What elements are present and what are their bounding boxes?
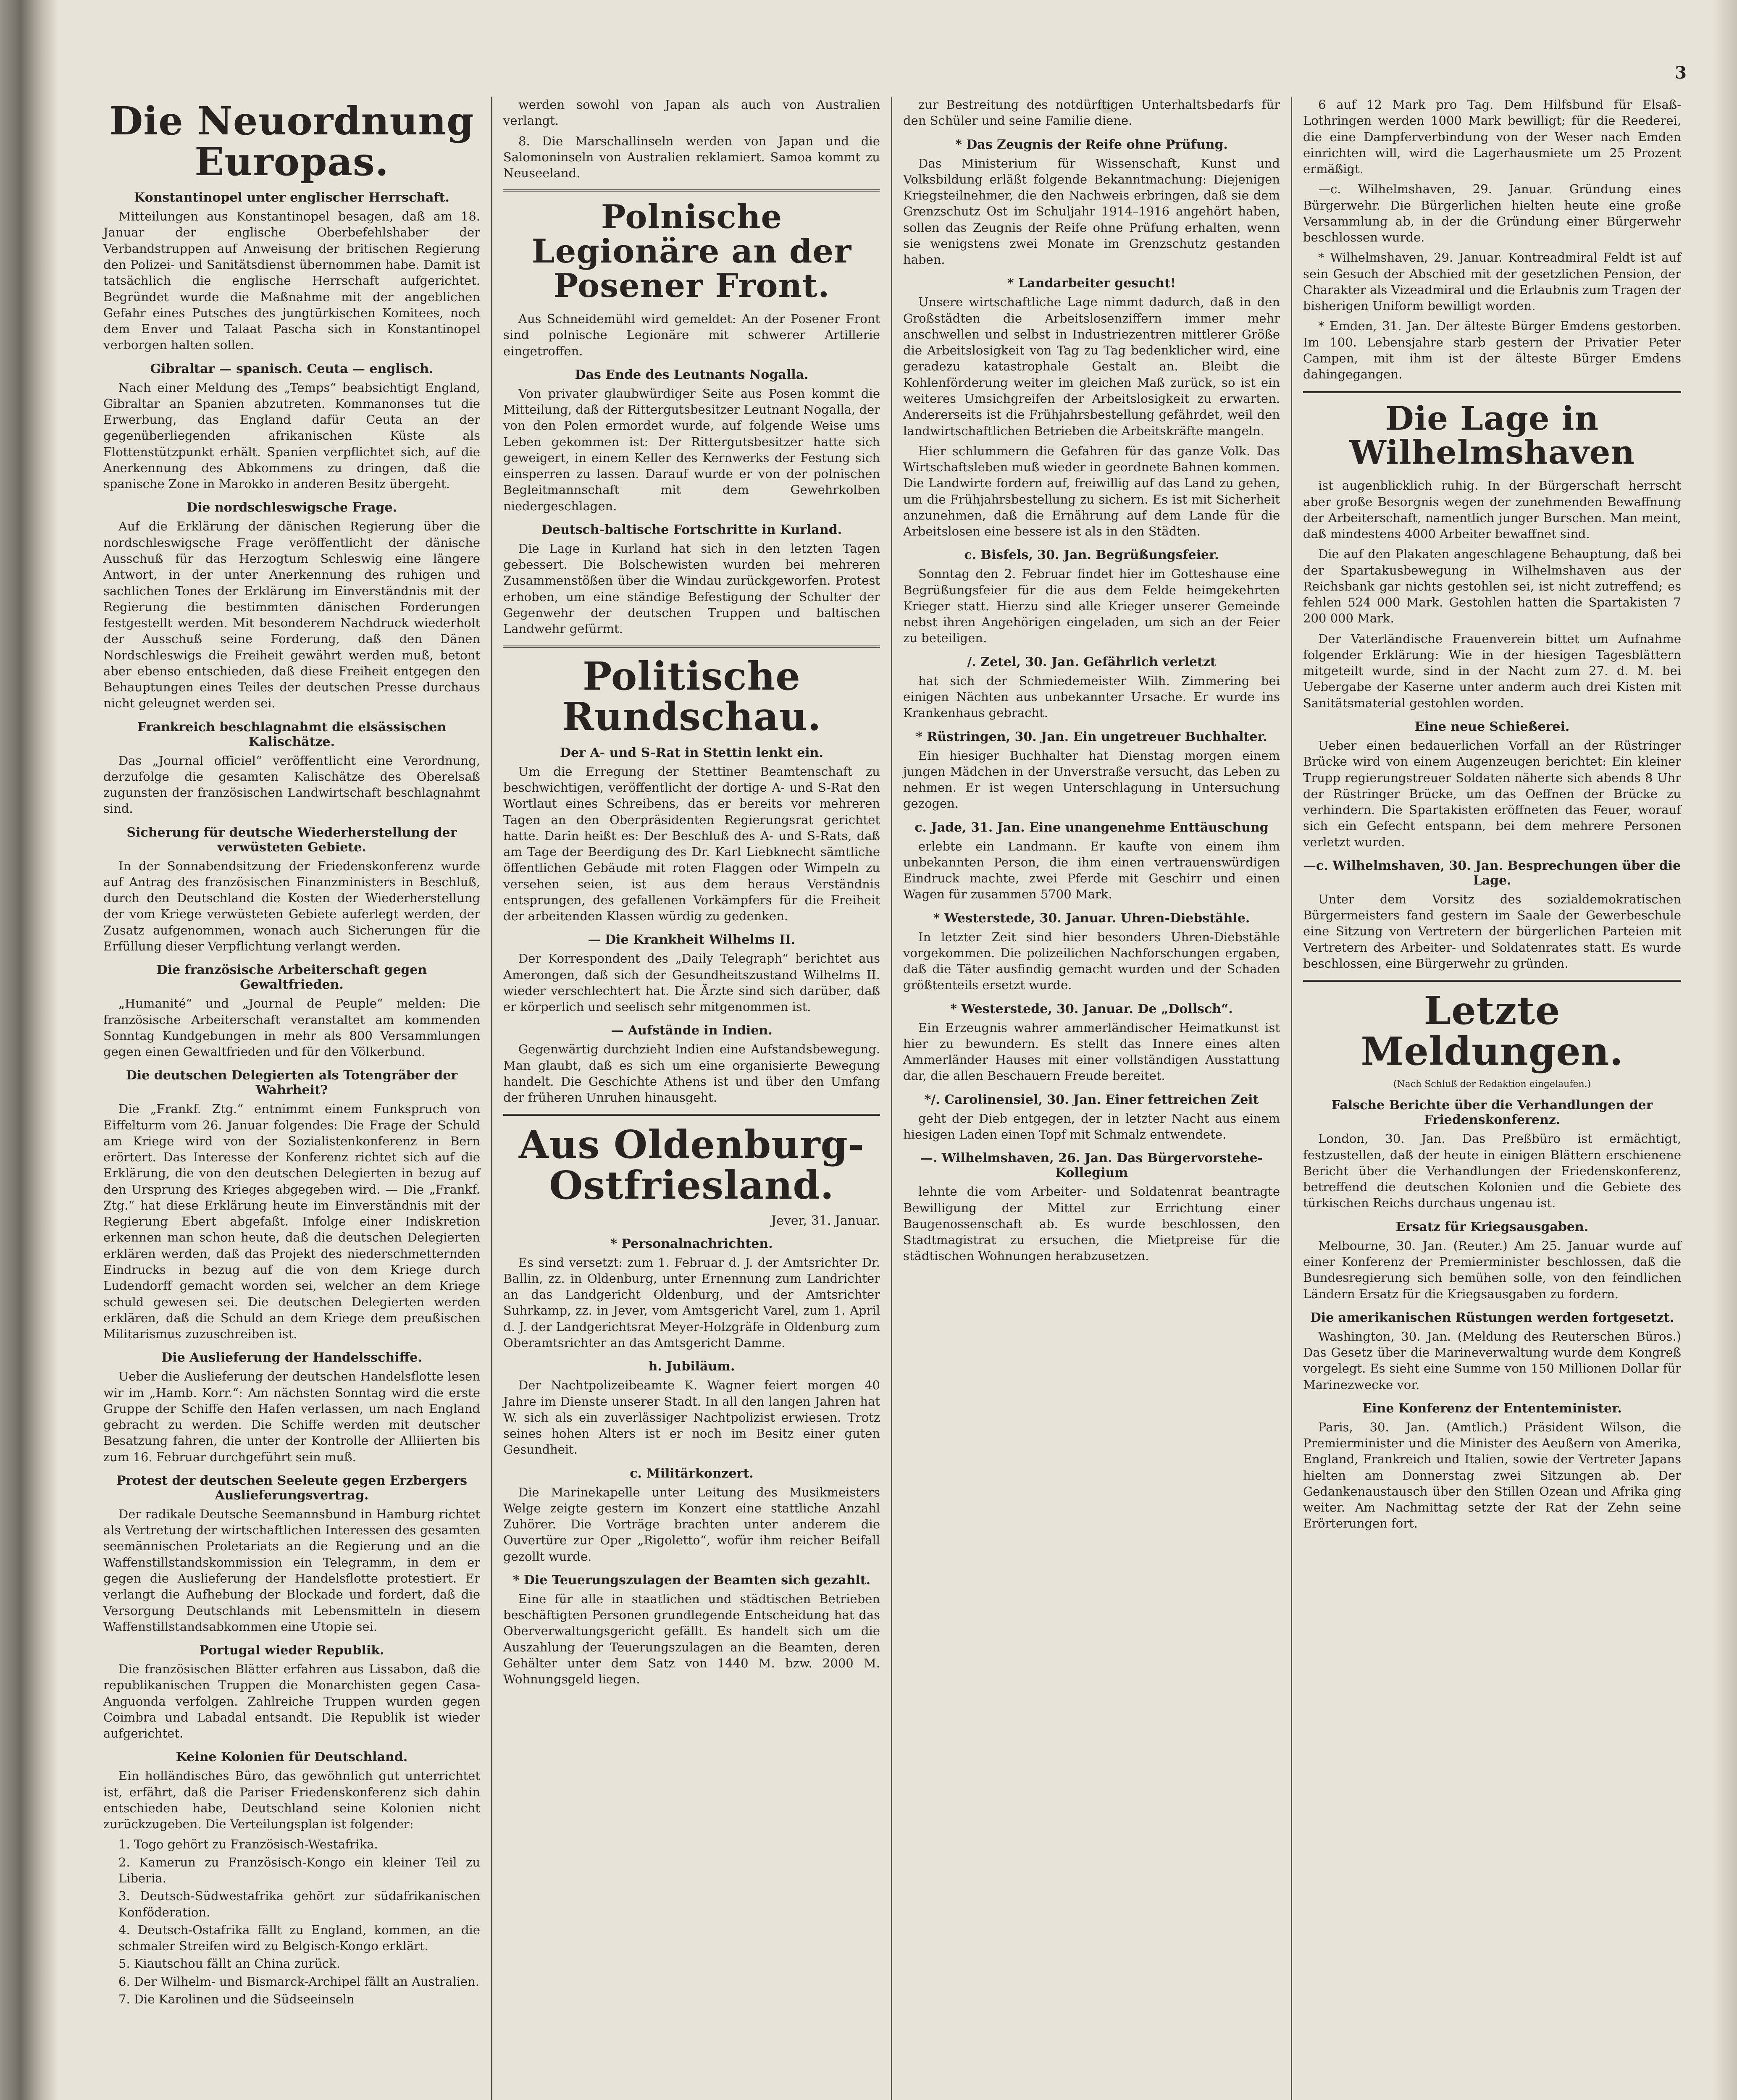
- article-text: geht der Dieb entgegen, der in letzter Nacht aus einem hiesigen Laden einen Topf mit Schmalz entwendete.: [903, 1111, 1280, 1142]
- article-text: Mitteilungen aus Konstantinopel besagen, daß am 18. Januar der englische Oberbefehlshaber der Verbandstruppen auf Anweisung der britischen Regierung den Polizei- und Sanitätsdienst übernommen habe. Damit ist tatsächlich die englische Herrschaft aufgerichtet. Begründet wurde die Maßnahme mit der angeblichen Gefahr eines Putsches des jungtürkischen Komitees, noch dem Enver und Talaat Pascha sich in Konstantinopel verborgen halten sollen.: [103, 209, 480, 352]
- article-text: Unsere wirtschaftliche Lage nimmt dadurch, daß in den Großstädten die Arbeitslosenziffern immer mehr anschwellen und selbst in Industriezentren mittlerer Größe die Arbeitslosigkeit von Tag zu Tag bedenklicher wird, eine geradezu katastrophale Gestalt an. Bleibt die Kohlenförderung weiter im gleichen Maß zurück, so ist ein weiteres Umsichgreifen der Arbeitslosigkeit zu erwarten. Andererseits ist die Frühjahrsbestellung gefährdet, weil den landwirtschaftlichen Betrieben die Arbeitskräfte mangeln.: [903, 295, 1280, 438]
- column-4: [1292, 97, 1692, 2100]
- article-text: Der Korrespondent des „Daily Telegraph“ berichtet aus Amerongen, daß sich der Gesundheitszustand Wilhelms II. wieder verschlechtert hat. Die Ärzte sind sich darüber, daß er körperlich und seelisch sehr mitgenommen ist.: [503, 951, 880, 1014]
- subhead: /. Zetel, 30. Jan. Gefährlich verletzt: [967, 654, 1216, 669]
- subhead: * Westerstede, 30. Januar. Uhren-Diebstähle.: [933, 911, 1250, 926]
- article-text: erlebte ein Landmann. Er kaufte von einem ihm unbekannten Person, die ihm einen vertrauenswürdigen Eindruck machte, zwei Pferde mit Geschirr und einen Wagen für zusammen 5700 Mark.: [903, 839, 1280, 902]
- article-text: Der radikale Deutsche Seemannsbund in Hamburg richtet als Vertretung der wirtschaftlichen Interessen des gesamten seemännischen Proletariats an die Regierung und an die Waffenstillstandskommission ein Telegramm, in dem er gegen die Auslieferung der Handelsflotte protestiert. Er verlangt die Aufhebung der Blockade und fordert, daß die Versorgung Deutschlands mit Lebensmitteln in diesem Waffenstillstandsabkommen eine Utopie sei.: [103, 1507, 480, 1634]
- headline-lage-wilhelmshaven: Die Lage in Wilhelmshaven: [1349, 399, 1635, 472]
- subhead: * Landarbeiter gesucht!: [1007, 276, 1176, 291]
- article-text: Die Marinekapelle unter Leitung des Musikmeisters Welge zeigte gestern im Konzert eine stattliche Anzahl Zuhörer. Die Vorträge brachten unter anderem die Ouvertüre zur Oper „Rigoletto“, wofür ihm reicher Beifall gezollt wurde.: [503, 1485, 880, 1564]
- section-rule: [503, 646, 880, 648]
- article-text: Gegenwärtig durchzieht Indien eine Aufstandsbewegung. Man glaubt, daß es sich um eine organisierte Bewegung handelt. Die Geschichte Athens ist und über den Umfang der früheren Unruhen hinausgeht.: [503, 1042, 880, 1105]
- subhead: — Die Krankheit Wilhelms II.: [588, 932, 796, 948]
- article-text: In der Sonnabendsitzung der Friedenskonferenz wurde auf Antrag des französischen Finanzministers in Beschluß, durch den Deutschland die Kosten der Wiederherstellung der vom Kriege verwüsteten Gebiete auferlegt werden, der Zusatz aufgenommen, wonach auch Sicherungen für die Erfüllung dieser Verpflichtung verlangt werden.: [103, 858, 480, 954]
- article-text: London, 30. Jan. Das Preßbüro ist ermächtigt, festzustellen, daß der heute in einigen Blättern erschienene Bericht über die Verhandlungen der Friedenskonferenz, betreffend die deutschen Kolonien und die Gebiete des türkischen Reichs durchaus ungenau ist.: [1303, 1131, 1681, 1210]
- subhead: Ersatz für Kriegsausgaben.: [1395, 1219, 1589, 1234]
- article-text: Washington, 30. Jan. (Meldung des Reuterschen Büros.) Das Gesetz über die Marineverwaltung wurde dem Kongreß vorgelegt. Es sieht eine Summe von 150 Millionen Dollar für Marinezwecke vor.: [1303, 1329, 1681, 1392]
- page-number: 3: [1675, 63, 1687, 83]
- headline-polnische-legionaere: Polnische Legionäre an der Posener Front.: [531, 198, 852, 305]
- list-item: 6. Der Wilhelm- und Bismarck-Archipel fällt an Australien.: [118, 1974, 479, 1989]
- subhead: Konstantinopel unter englischer Herrschaft.: [134, 190, 449, 205]
- newspaper-page: [92, 97, 1693, 2100]
- article-text: Ein holländisches Büro, das gewöhnlich gut unterrichtet ist, erfährt, daß die Pariser Friedenskonferenz sich dahin entschieden habe, Deutschland seine Kolonien nicht zurückzugeben. Die Verteilungsplan ist folgender:: [103, 1769, 480, 1832]
- article-text: Ein Erzeugnis wahrer ammerländischer Heimatkunst ist hier zu bewundern. Es stellt das Innere eines alten Ammerländer Hauses mit einer vollständigen Ausstattung dar, die allen Beschauern Freude bereitet.: [903, 1020, 1280, 1083]
- article-text: In letzter Zeit sind hier besonders Uhren-Diebstähle vorgekommen. Die polizeilichen Nachforschungen ergaben, daß die Täter ausfindig gemacht wurden und der Schaden größtenteils ersetzt wurde.: [903, 929, 1280, 992]
- scan-right-edge: [1712, 0, 1737, 2100]
- subhead: Die deutschen Delegierten als Totengräber der Wahrheit?: [126, 1068, 458, 1098]
- subhead: c. Jade, 31. Jan. Eine unangenehme Enttäuschung: [914, 820, 1269, 835]
- headline-neuordnung: Die Neuordnung Europas.: [109, 98, 474, 184]
- article-text: Es sind versetzt: zum 1. Februar d. J. der Amtsrichter Dr. Ballin, zz. in Oldenburg, unter Ernennung zum Landrichter an das Landgericht Oldenburg, und der Amtsrichter Suhrkamp, zz. in Jever, vom Amtsgericht Varel, zum 1. April d. J. der Landgerichtsrat Meyer-Holzgräfe in Oldenburg zum Oberamtsrichter an das Amtsgericht Damme.: [503, 1255, 880, 1350]
- list-item: 2. Kamerun zu Französisch-Kongo ein kleiner Teil zu Liberia.: [118, 1855, 480, 1885]
- article-text: Die „Frankf. Ztg.“ entnimmt einem Funkspruch von Eiffelturm vom 26. Januar folgendes: Die Frage der Schuld am Kriege wird von der Sozialistenkonferenz in Bern erörtert. Das Interesse der Konferenz richtet sich auf die Erklärung, die von den deutschen Delegierten in bezug auf den Ursprung des Krieges abgegeben wird. — Die „Frankf. Ztg.“ hat diese Erklärung heute im Einverständnis mit der Regierung Ebert abgefaßt. Infolge einer Indiskretion erkennen man schon heute, daß die deutschen Delegierten erklären werden, daß das Projekt des niederschmetternden Eindrucks in bezug auf die von dem Kriege durch Ludendorff gemacht worden sei, welcher an dem Kriege schuld gewesen sei. Die deutschen Delegierten werden erklären, daß die Schuld an dem Kriege dem preußischen Militarismus zuzuschreiben ist.: [103, 1102, 480, 1341]
- subhead: —c. Wilhelmshaven, 30. Jan. Besprechungen über die Lage.: [1303, 858, 1681, 888]
- article-text: Melbourne, 30. Jan. (Reuter.) Am 25. Januar wurde auf einer Konferenz der Premierminister beschlossen, daß die Bundesregierung sich bemühen solle, von den feindlichen Ländern Ersatz für die Kriegsausgaben zu fordern.: [1303, 1238, 1681, 1301]
- article-text: lehnte die vom Arbeiter- und Soldatenrat beantragte Bewilligung der Mittel zur Errichtung einer Baugenossenschaft ab. Es wurde beschlossen, den Stadtmagistrat zu ersuchen, die Mietpreise für die städtischen Wohnungen herabzusetzen.: [903, 1184, 1280, 1263]
- section-rule: [503, 1114, 880, 1116]
- subhead: * Die Teuerungszulagen der Beamten sich gezahlt.: [512, 1572, 871, 1588]
- editorial-note: (Nach Schluß der Redaktion eingelaufen.): [1393, 1079, 1591, 1090]
- subhead: Frankreich beschlagnahmt die elsässischen Kalischätze.: [137, 719, 447, 749]
- list-item: 1. Togo gehört zu Französisch-Westafrika.: [118, 1837, 378, 1852]
- subhead: Der A- und S-Rat in Stettin lenkt ein.: [560, 745, 823, 760]
- subhead: * Das Zeugnis der Reife ohne Prüfung.: [955, 137, 1228, 152]
- article-text: * Wilhelmshaven, 29. Januar. Kontreadmiral Feldt ist auf sein Gesuch der Abschied mit der gesetzlichen Pension, der Charakter als Vizeadmiral und die Erlaubnis zum Tragen der bisherigen Uniform bewilligt worden.: [1303, 250, 1681, 313]
- column-2: [492, 97, 892, 2100]
- section-rule: [503, 189, 880, 192]
- subhead: Deutsch-baltische Fortschritte in Kurland.: [541, 522, 842, 537]
- article-text: „Humanité“ und „Journal de Peuple“ melden: Die französische Arbeiterschaft veranstaltet am kommenden Sonntag Kundgebungen in mehr als 800 Versammlungen gegen einen Gewaltfrieden und für den Völkerbund.: [103, 996, 480, 1059]
- subhead: Eine neue Schießerei.: [1414, 719, 1570, 735]
- article-text: Das Ministerium für Wissenschaft, Kunst und Volksbildung erläßt folgende Bekanntmachung: Diejenigen Kriegsteilnehmer, die den Nachweis erbringen, daß sie dem Grenzschutz Ost im Schuljahr 1914–1916 angehört haben, sollen das Zeugnis der Reife ohne Prüfung erhalten, wenn sie wenigstens zwei Monate im Grenzschutz gestanden haben.: [903, 156, 1280, 267]
- subhead: Falsche Berichte über die Verhandlungen der Friedenskonferenz.: [1331, 1098, 1653, 1128]
- headline-oldenburg-ostfriesland: Aus Oldenburg-Ostfriesland.: [518, 1122, 865, 1208]
- subhead: — Aufstände in Indien.: [611, 1023, 773, 1038]
- headline-letzte-meldungen: Letzte Meldungen.: [1361, 988, 1624, 1074]
- article-text: Die auf den Plakaten angeschlagene Behauptung, daß bei der Spartakusbewegung in Wilhelmshaven aus der Reichsbank gar nichts gestohlen sei, ist nicht zutreffend; es fehlen 524 000 Mark. Gestohlen hatten die Spartakisten 7 200 000 Mark.: [1303, 547, 1681, 626]
- subhead: Eine Konferenz der Ententeminister.: [1362, 1401, 1622, 1416]
- subhead: * Westerstede, 30. Januar. De „Dollsch“.: [950, 1001, 1233, 1016]
- subhead: * Rüstringen, 30. Jan. Ein ungetreuer Buchhalter.: [916, 729, 1267, 744]
- article-text: Paris, 30. Jan. (Amtlich.) Präsident Wilson, die Premierminister und die Minister des Aeußern von Amerika, England, Frankreich und Italien, sowie der Vertreter Japans hielten am Donnerstag zwei Sitzungen ab. Der Gedankenaustausch über den Stillen Ozean und Afrika ging weiter. Am Nachmittag setzte der Rat der Zehn seine Erörterungen fort.: [1303, 1420, 1681, 1531]
- article-text: Um die Erregung der Stettiner Beamtenschaft zu beschwichtigen, veröffentlicht der dortige A- und S-Rat den Wortlaut eines Schreibens, das er bereits vor mehreren Tagen an den Oberpräsidenten Regierungsrat gerichtet hatte. Darin heißt es: Der Beschluß des A- und S-Rats, daß am Tage der Beerdigung des Dr. Karl Liebknecht sämtliche öffentlichen Gebäude mit roten Flaggen oder Wimpeln zu versehen seien, ist aus dem heraus Verständnis entsprungen, des gefallenen Vorkämpfers für die Freiheit der arbeitenden Klassen würdig zu gedenken.: [503, 764, 880, 924]
- colony-list: [103, 1836, 480, 2007]
- article-text: Ueber die Auslieferung der deutschen Handelsflotte lesen wir im „Hamb. Korr.“: Am nächsten Sonntag wird die erste Gruppe der Schiffe den Hafen verlassen, um nach England gebracht zu werden. Die Schiffe werden mit deutscher Besatzung fahren, die unter der Kontrolle der Alliierten bis zum 16. Februar durchgeführt sein muß.: [103, 1369, 480, 1464]
- subhead: h. Jubiläum.: [648, 1359, 735, 1374]
- article-text: ist augenblicklich ruhig. In der Bürgerschaft herrscht aber große Besorgnis wegen der zunehmenden Bewaffnung der Arbeiterschaft, namentlich junger Burschen. Man meint, daß mindestens 4000 Arbeiter bewaffnet sind.: [1303, 478, 1681, 541]
- article-text: Aus Schneidemühl wird gemeldet: An der Posener Front sind polnische Legionäre mit schwerer Artillerie eingetroffen.: [503, 312, 880, 358]
- subhead: Die amerikanischen Rüstungen werden fortgesetzt.: [1310, 1310, 1674, 1325]
- article-text: Auf die Erklärung der dänischen Regierung über die nordschleswigsche Frage veröffentlicht der dänische Ausschuß für das Herzogtum Schleswig eine längere Antwort, in der unter Anerkennung des ruhigen und sachlichen Tones der Erklärung im Einverständnis mit der Regierung die bestimmten dänischen Forderungen festgestellt werden. Mit besonderem Nachdruck wiederholt der Ausschuß seine Forderung, daß den Dänen Nordschleswigs die Freiheit gewährt werden muß, betont aber ebenso entschieden, daß diese Freiheit entgegen den Behauptungen eines Teiles der deutschen Presse durchaus nicht geleugnet werden sei.: [103, 519, 480, 711]
- headline-politische-rundschau: Politische Rundschau.: [562, 653, 822, 740]
- subhead: Keine Kolonien für Deutschland.: [176, 1750, 408, 1765]
- subhead: Die nordschleswigsche Frage.: [186, 500, 397, 515]
- subhead: Gibraltar — spanisch. Ceuta — englisch.: [150, 361, 434, 376]
- subhead: —. Wilhelmshaven, 26. Jan. Das Bürgervorstehe-Kollegium: [920, 1151, 1263, 1181]
- article-text: Nach einer Meldung des „Temps“ beabsichtigt England, Gibraltar an Spanien abzutreten. Kommanonses tut die Erwerbung, das England dafür Ceuta an der gegenüberliegenden afrikanischen Küste als Flottenstützpunkt erhält. Spanien verpflichtet sich, auf die Anerkennung des Abkommens zu dringen, daß die spanische Zone in Marokko in anderen Besitz übergeht.: [103, 380, 480, 491]
- list-item: 5. Kiautschou fällt an China zurück.: [118, 1956, 341, 1971]
- subhead: */. Carolinensiel, 30. Jan. Einer fettreichen Zeit: [924, 1092, 1259, 1107]
- article-text: Der Nachtpolizeibeamte K. Wagner feiert morgen 40 Jahre im Dienste unserer Stadt. In all den langen Jahren hat W. sich als ein zuverlässiger Nachtpolizist erwiesen. Trotz seines hohen Alters ist er noch im Besitz einer guten Gesundheit.: [503, 1378, 880, 1457]
- column-3: [892, 97, 1292, 2100]
- article-text: hat sich der Schmiedemeister Wilh. Zimmering bei einigen Nächten aus unbekannter Ursache. Er wurde ins Krankenhaus gebracht.: [903, 673, 1280, 720]
- subhead: Das Ende des Leutnants Nogalla.: [575, 367, 809, 382]
- article-text: zur Bestreitung des notdürftigen Unterhaltsbedarfs für den Schüler und seine Familie diene.: [903, 97, 1280, 128]
- column-1: [92, 97, 492, 2100]
- article-text: Ein hiesiger Buchhalter hat Dienstag morgen einem jungen Mädchen in der Unverstraße versucht, das Leben zu nehmen. Er ist wegen Unterschlagung in Untersuchung gezogen.: [903, 748, 1280, 811]
- article-text: Ueber einen bedauerlichen Vorfall an der Rüstringer Brücke wird von einem Augenzeugen berichtet: Ein kleiner Trupp regierungstreuer Soldaten näherte sich abends 8 Uhr der Rüstringer Brücke, um das Oeffnen der Brücke zu verhindern. Die Spartakisten eröffneten das Feuer, worauf sich ein Gefecht entspann, bei dem mehrere Personen verletzt wurden.: [1303, 738, 1681, 849]
- article-text: Der Vaterländische Frauenverein bittet um Aufnahme folgender Erklärung: Wie in der hiesigen Tagesblättern mitgeteilt wurde, sind in der Nacht zum 27. d. M. bei Uebergabe der Kaserne unter anderm auch drei Kisten mit Sanitätsmaterial gestohlen worden.: [1303, 631, 1681, 710]
- section-rule: [1303, 391, 1681, 393]
- article-text: werden sowohl von Japan als auch von Australien verlangt.: [503, 97, 880, 128]
- article-text: 8. Die Marschallinseln werden von Japan und die Salomoninseln von Australien reklamiert. Samoa kommt zu Neuseeland.: [503, 134, 880, 181]
- article-text: —c. Wilhelmshaven, 29. Januar. Gründung eines Bürgerwehr. Die Bürgerlichen hielten heute eine große Versammlung ab, in der die Gründung einer Bürgerwehr beschlossen wurde.: [1303, 182, 1681, 245]
- article-text: Die Lage in Kurland hat sich in den letzten Tagen gebessert. Die Bolschewisten wurden bei mehreren Zusammenstößen über die Windau zurückgeworfen. Protest erhoben, um eine ständige Befestigung der Schulter der Gegenwehr der deutschen Truppen und baltischen Landwehr gefürmt.: [503, 541, 880, 636]
- subhead: Protest der deutschen Seeleute gegen Erzbergers Auslieferungsvertrag.: [116, 1473, 468, 1503]
- subhead: * Personalnachrichten.: [610, 1236, 773, 1251]
- subhead: Die Auslieferung der Handelsschiffe.: [161, 1350, 422, 1365]
- list-item: 3. Deutsch-Südwestafrika gehört zur südafrikanischen Konföderation.: [118, 1889, 480, 1919]
- article-text: Von privater glaubwürdiger Seite aus Posen kommt die Mitteilung, daß der Rittergutsbesitzer Leutnant Nogalla, der von den Polen ermordet wurde, auf folgende Weise ums Leben gekommen ist: Der Rittergutsbesitzer hatte sich geweigert, in einem Keller des Kernwerks der Festung sich einsperren zu lassen. Darauf wurde er von der polnischen Begleitmannschaft mit dem Gewehrkolben niedergeschlagen.: [503, 386, 880, 513]
- subhead: Portugal wieder Republik.: [199, 1643, 384, 1658]
- article-text: Eine für alle in staatlichen und städtischen Betrieben beschäftigten Personen grundlegende Entscheidung hat das Oberverwaltungsgericht gefällt. Es handelt sich um die Auszahlung der Teuerungszulagen an die Beamten, deren Gehälter unter dem Satz von 1440 M. bzw. 2000 M. Wohnungsgeld liegen.: [503, 1591, 880, 1687]
- list-item: 7. Die Karolinen und die Südseeinseln: [118, 1992, 355, 2006]
- section-rule: [1303, 980, 1681, 982]
- subhead: c. Militärkonzert.: [630, 1466, 754, 1481]
- subhead: c. Bisfels, 30. Jan. Begrüßungsfeier.: [964, 548, 1219, 563]
- article-text: Sonntag den 2. Februar findet hier im Gotteshause eine Begrüßungsfeier für die aus dem Felde heimgekehrten Krieger statt. Hierzu sind alle Krieger unserer Gemeinde nebst ihren Angehörigen eingeladen, um sich an der Feier zu beteiligen.: [903, 567, 1280, 646]
- dateline: Jever, 31. Januar.: [771, 1213, 880, 1228]
- article-text: Das „Journal officiel“ veröffentlicht eine Verordnung, derzufolge die gesamten Kalischätze des Oberelsaß zugunsten der französischen Landwirtschaft beschlagnahmt sind.: [103, 753, 480, 816]
- article-text: 6 auf 12 Mark pro Tag. Dem Hilfsbund für Elsaß-Lothringen werden 1000 Mark bewilligt; für die Reederei, die eine Dampferverbindung von der Weser nach Emden einrichten will, wird die Lagerhausmiete um 25 Prozent ermäßigt.: [1303, 97, 1681, 176]
- subhead: Sicherung für deutsche Wiederherstellung der verwüsteten Gebiete.: [126, 825, 457, 855]
- subhead: Die französische Arbeiterschaft gegen Gewaltfrieden.: [156, 963, 427, 992]
- list-item: 4. Deutsch-Ostafrika fällt zu England, kommen, an die schmaler Streifen wird zu Belgisch-Kongo erklärt.: [118, 1922, 480, 1953]
- scan-binding-edge: [0, 0, 59, 2100]
- article-text: Die französischen Blätter erfahren aus Lissabon, daß die republikanischen Truppen die Monarchisten gegen Casa-Anguonda verfolgen. Zahlreiche Truppen wurden gegen Coimbra und Labadal entsandt. Die Republik ist wieder aufgerichtet.: [103, 1662, 480, 1741]
- article-text: Hier schlummern die Gefahren für das ganze Volk. Das Wirtschaftsleben muß wieder in geordnete Bahnen kommen. Die Landwirte fordern auf, freiwillig auf das Land zu gehen, um die Frühjahrsbestellung zu sichern. Es ist mit Sicherheit anzunehmen, daß die Ernährung auf dem Lande für die Arbeitslosen eine bessere ist als in den Städten.: [903, 444, 1280, 539]
- article-text: * Emden, 31. Jan. Der älteste Bürger Emdens gestorben. Im 100. Lebensjahre starb gestern der Privatier Peter Campen, mit ihm ist der älteste Bürger Emdens dahingegangen.: [1303, 319, 1681, 382]
- article-text: Unter dem Vorsitz des sozialdemokratischen Bürgermeisters fand gestern im Saale der Gewerbeschule eine Sitzung von Vertretern der bürgerlichen Parteien mit Vertretern des Arbeiter- und Soldatenrates statt. Es wurde beschlossen, eine Bürgerwehr zu gründen.: [1303, 892, 1681, 971]
